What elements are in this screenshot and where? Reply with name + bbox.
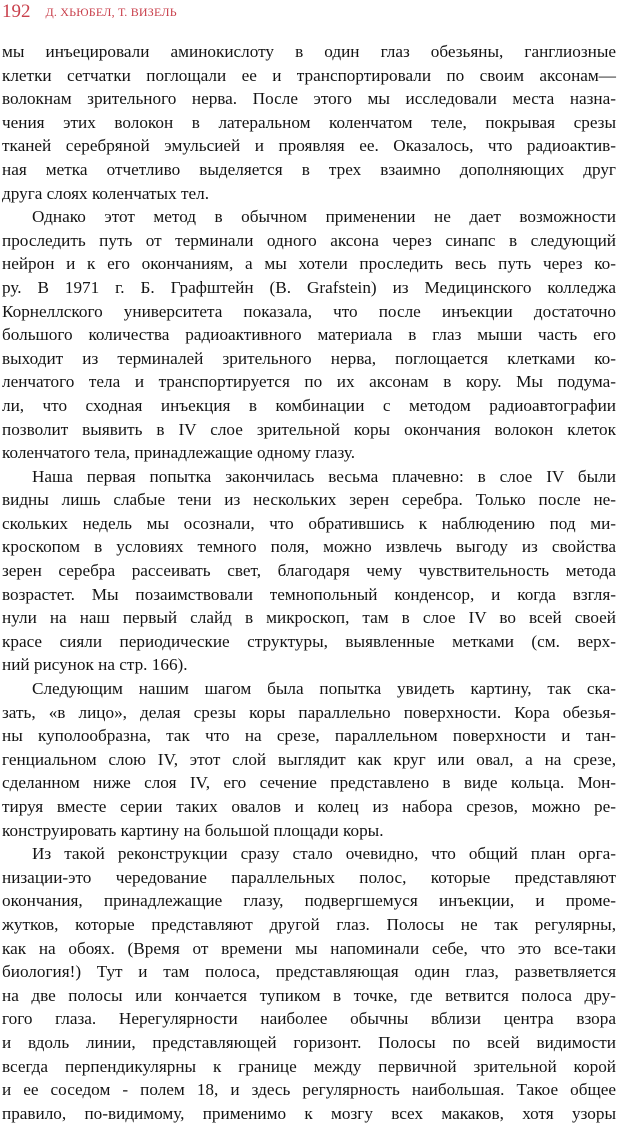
text-line: волокнам зрительного нерва. После этого мы исследовали места назна- bbox=[2, 89, 616, 109]
text-line: на две полосы или кончается тупиком в точке, где ветвится полоса дру- bbox=[2, 985, 616, 1005]
text-line: нули на наш первый слайд в микроскоп, там в слое IV во всей своей bbox=[2, 608, 616, 628]
text-line: мы инъецировали аминокислоту в один глаз обезьяны, ганглиозные bbox=[2, 42, 616, 61]
text-line: Корнеллского университета показала, что после инъекции достаточно bbox=[2, 301, 616, 321]
running-head bbox=[2, 0, 177, 24]
text-line: позволит выявить в IV слое зрительной коры окончания волокон клеток bbox=[2, 419, 616, 439]
page-number: 192 bbox=[2, 1, 31, 22]
paragraph bbox=[2, 465, 616, 677]
text-line: Наша первая попытка закончилась весьма плачевно: в слое IV были bbox=[32, 466, 616, 486]
text-line: красе сияли периодические структуры, выявленные метками (см. верх- bbox=[2, 631, 616, 651]
text-line: клетки сетчатки поглощали ее и транспортировали по своим аксонам— bbox=[2, 65, 616, 85]
paragraph bbox=[2, 205, 616, 465]
text-line: низации-это чередование параллельных полос, которые представляют bbox=[2, 867, 616, 887]
text-line: гого глаза. Нерегулярности наиболее обычны вблизи центра взора bbox=[2, 1009, 616, 1029]
text-line: проследить путь от терминали одного аксона через синапс в следующий bbox=[2, 230, 616, 250]
text-line: скольких недель мы осознали, что обратившись к наблюдению под ми- bbox=[2, 513, 616, 533]
text-line: как на обоях. (Время от времени мы напоминали себе, что это все-таки bbox=[2, 938, 616, 958]
text-line: конструировать картину на большой площади коры. bbox=[2, 820, 384, 840]
text-line: кроскопом в условиях темного поля, можно извлечь выгоду из свойства bbox=[2, 537, 616, 557]
text-line: ний рисунок на стр. 166). bbox=[2, 655, 188, 675]
text-line: ны куполообразна, так что на срезе, параллельном поверхности и тан- bbox=[2, 726, 616, 746]
text-line: тируя вместе серии таких овалов и колец из набора срезов, можно ре- bbox=[2, 797, 616, 816]
text-line: тканей серебряной эмульсией и проявляя ее. Оказалось, что радиоактив- bbox=[2, 136, 616, 156]
text-line: генциальном слою IV, этот слой выглядит как круг или овал, а на срезе, bbox=[2, 749, 616, 769]
text-line: ли, что сходная инъекция в комбинации с методом радиоавтографии bbox=[2, 395, 616, 415]
paragraph bbox=[2, 40, 616, 205]
text-line: видны лишь слабые тени из нескольких зерен серебра. Только после не- bbox=[2, 490, 616, 510]
text-line: Однако этот метод в обычном применении не дает возможности bbox=[32, 207, 616, 227]
text-line: ру. В 1971 г. Б. Графштейн (B. Grafstein) из Медицинского колледжа bbox=[2, 277, 616, 297]
text-line: Из такой реконструкции сразу стало очевидно, что общий план орга- bbox=[32, 844, 616, 864]
text-line: возрастет. Мы позаимствовали темнопольный конденсор, и когда взгля- bbox=[2, 584, 616, 604]
text-line: зерен серебра рассеивать свет, благодаря чему чувствительность метода bbox=[2, 561, 616, 581]
text-line: всегда перпендикулярны к границе между первичной зрительной корой bbox=[2, 1056, 616, 1076]
running-head-authors: Д. ХЬЮБЕЛ, Т. ВИЗЕЛЬ bbox=[45, 5, 177, 19]
text-line: и ее соседом - полем 18, и здесь регулярность наибольшая. Такое общее bbox=[2, 1080, 616, 1100]
text-line: чения этих волокон в латеральном коленчатом теле, покрывая срезы bbox=[2, 112, 616, 132]
text-line: биология!) Тут и там полоса, представляющая один глаз, разветвляется bbox=[2, 962, 616, 982]
paragraph bbox=[2, 842, 616, 1125]
text-line: окончания, принадлежащие глазу, подвергшемуся инъекции, и проме- bbox=[2, 891, 616, 911]
text-line: нейрон и к его окончаниям, а мы хотели проследить весь путь через ко- bbox=[2, 254, 616, 274]
text-line: правило, по-видимому, применимо к мозгу всех макаков, хотя узоры bbox=[2, 1103, 616, 1123]
text-line: зать, «в лицо», делая срезы коры параллельно поверхности. Кора обезья- bbox=[2, 702, 616, 722]
text-line: ленчатого тела и транспортируется по их аксонам в кору. Мы подума- bbox=[2, 372, 616, 392]
paragraph bbox=[2, 677, 616, 842]
text-line: коленчатого тела, принадлежащие одному глазу. bbox=[2, 443, 356, 463]
body-text bbox=[2, 40, 616, 1125]
text-line: выходит из терминалей зрительного нерва, поглощается клетками ко- bbox=[2, 348, 616, 368]
text-line: друга слоях коленчатых тел. bbox=[2, 183, 209, 203]
text-line: ная метка отчетливо выделяется в трех взаимно дополняющих друг bbox=[2, 159, 616, 179]
text-line: жутков, которые представляют другой глаз. Полосы не так регулярны, bbox=[2, 914, 616, 934]
text-line: Следующим нашим шагом была попытка увидеть картину, так ска- bbox=[32, 679, 616, 699]
text-line: большого количества радиоактивного материала в глаз мыши часть его bbox=[2, 325, 616, 345]
text-line: и вдоль линии, представляющей горизонт. Полосы по всей видимости bbox=[2, 1032, 616, 1052]
text-line: сделанном ниже слоя IV, его сечение представлено в виде кольца. Мон- bbox=[2, 773, 616, 793]
